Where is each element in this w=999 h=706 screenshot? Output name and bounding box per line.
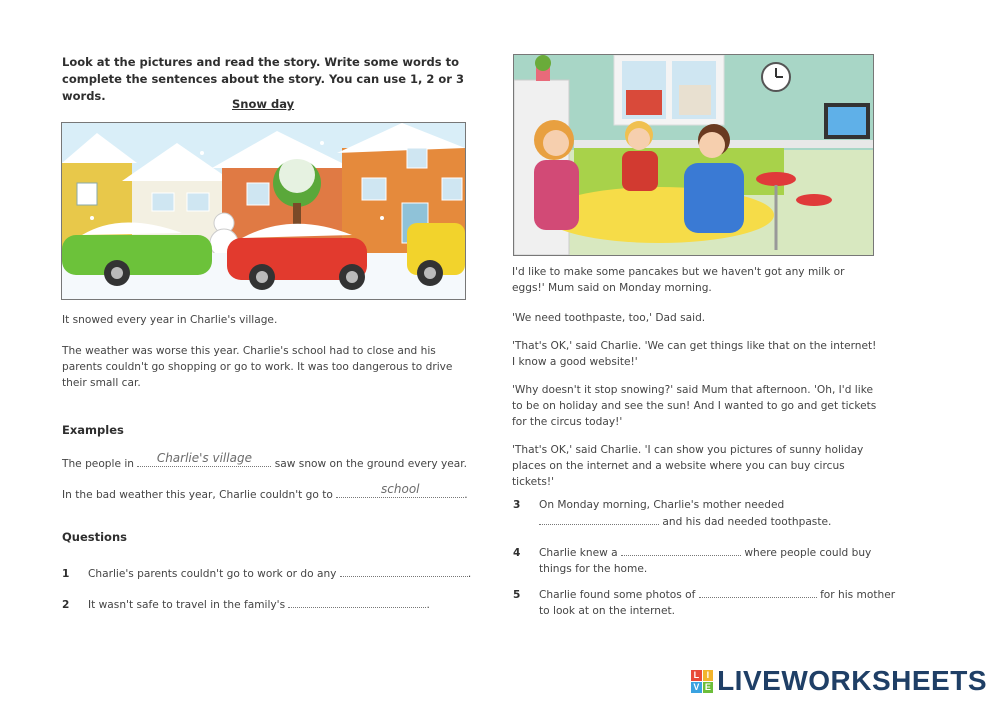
example-2-blank [336, 482, 464, 498]
question-4-answer-field[interactable] [621, 544, 741, 556]
question-1-text: Charlie's parents couldn't go to work or do any [88, 568, 337, 580]
question-3 [513, 497, 873, 530]
story-title: Snow day [232, 97, 295, 111]
question-4-number: 4 [513, 547, 521, 559]
question-5-number: 5 [513, 589, 521, 601]
question-5-line-2: to look at on the internet. [539, 605, 675, 617]
question-3-line-1: On Monday morning, Charlie's mother needed [539, 499, 785, 511]
question-1-number: 1 [62, 568, 70, 580]
question-2 [62, 596, 430, 613]
logo-mark-e: E [703, 682, 714, 693]
logo-mark-i: I [703, 670, 714, 681]
question-2-number: 2 [62, 599, 70, 611]
instructions: Look at the pictures and read the story. Write some words to complete the sentences about the story. You can use 1, 2 or 3 words. [62, 55, 464, 103]
logo-mark-icon [691, 670, 713, 692]
example-1-answer: Charlie's village [156, 451, 252, 465]
question-1-answer-field[interactable] [340, 565, 468, 577]
left-paragraph-1: It snowed every year in Charlie's village. [62, 314, 278, 326]
right-paragraph-1: I'd like to make some pancakes but we haven't got any milk or eggs!' Mum said on Monday morning. [512, 266, 845, 294]
liveworksheets-logo [691, 664, 987, 698]
question-3-number: 3 [513, 499, 521, 511]
kitchen-picture [513, 54, 874, 256]
right-paragraph-3: 'That's OK,' said Charlie. 'We can get things like that on the internet! I know a good website!' [512, 340, 877, 368]
question-1 [62, 565, 471, 582]
question-5 [513, 586, 896, 619]
question-4-line-2: things for the home. [539, 563, 648, 575]
question-3-answer-field[interactable] [539, 513, 659, 525]
left-paragraph-2: The weather was worse this year. Charlie's school had to close and his parents couldn't go shopping or go to work. It was too dangerous to drive their small car. [62, 345, 453, 389]
examples-heading: Examples [62, 423, 124, 437]
question-2-answer-field[interactable] [288, 596, 426, 608]
questions-heading: Questions [62, 530, 127, 544]
question-2-text: It wasn't safe to travel in the family's [88, 599, 286, 611]
example-2 [62, 482, 468, 503]
example-2-answer: school [381, 482, 420, 496]
logo-mark-v: V [691, 682, 702, 693]
example-2-after: . [464, 489, 468, 501]
example-2-before: In the bad weather this year, Charlie couldn't go to [62, 489, 333, 501]
question-4-after: where people could buy [744, 547, 872, 559]
question-4-before: Charlie knew a [539, 547, 618, 559]
example-1-before: The people in [62, 458, 135, 470]
logo-text: LIVEWORKSHEETS [717, 665, 987, 696]
question-2-after: . [426, 599, 430, 611]
question-5-before: Charlie found some photos of [539, 589, 696, 601]
question-3-after: and his dad needed toothpaste. [662, 516, 832, 528]
question-5-answer-field[interactable] [699, 586, 817, 598]
question-4 [513, 544, 873, 577]
snow-village-picture [61, 122, 466, 300]
right-paragraph-2: 'We need toothpaste, too,' Dad said. [512, 312, 706, 324]
question-1-after: . [467, 568, 472, 580]
example-1 [62, 451, 468, 472]
right-paragraph-5: 'That's OK,' said Charlie. 'I can show you pictures of sunny holiday places on the internet and a website where you can buy circus tickets!' [512, 444, 864, 488]
example-1-blank [137, 451, 271, 467]
question-5-after: for his mother [820, 589, 896, 601]
example-1-after: saw snow on the ground every year. [274, 458, 468, 470]
logo-mark-l: L [691, 670, 702, 681]
right-paragraph-4: 'Why doesn't it stop snowing?' said Mum that afternoon. 'Oh, I'd like to be on holiday and see the sun! And I wanted to go and get tickets for the circus today!' [512, 384, 877, 428]
